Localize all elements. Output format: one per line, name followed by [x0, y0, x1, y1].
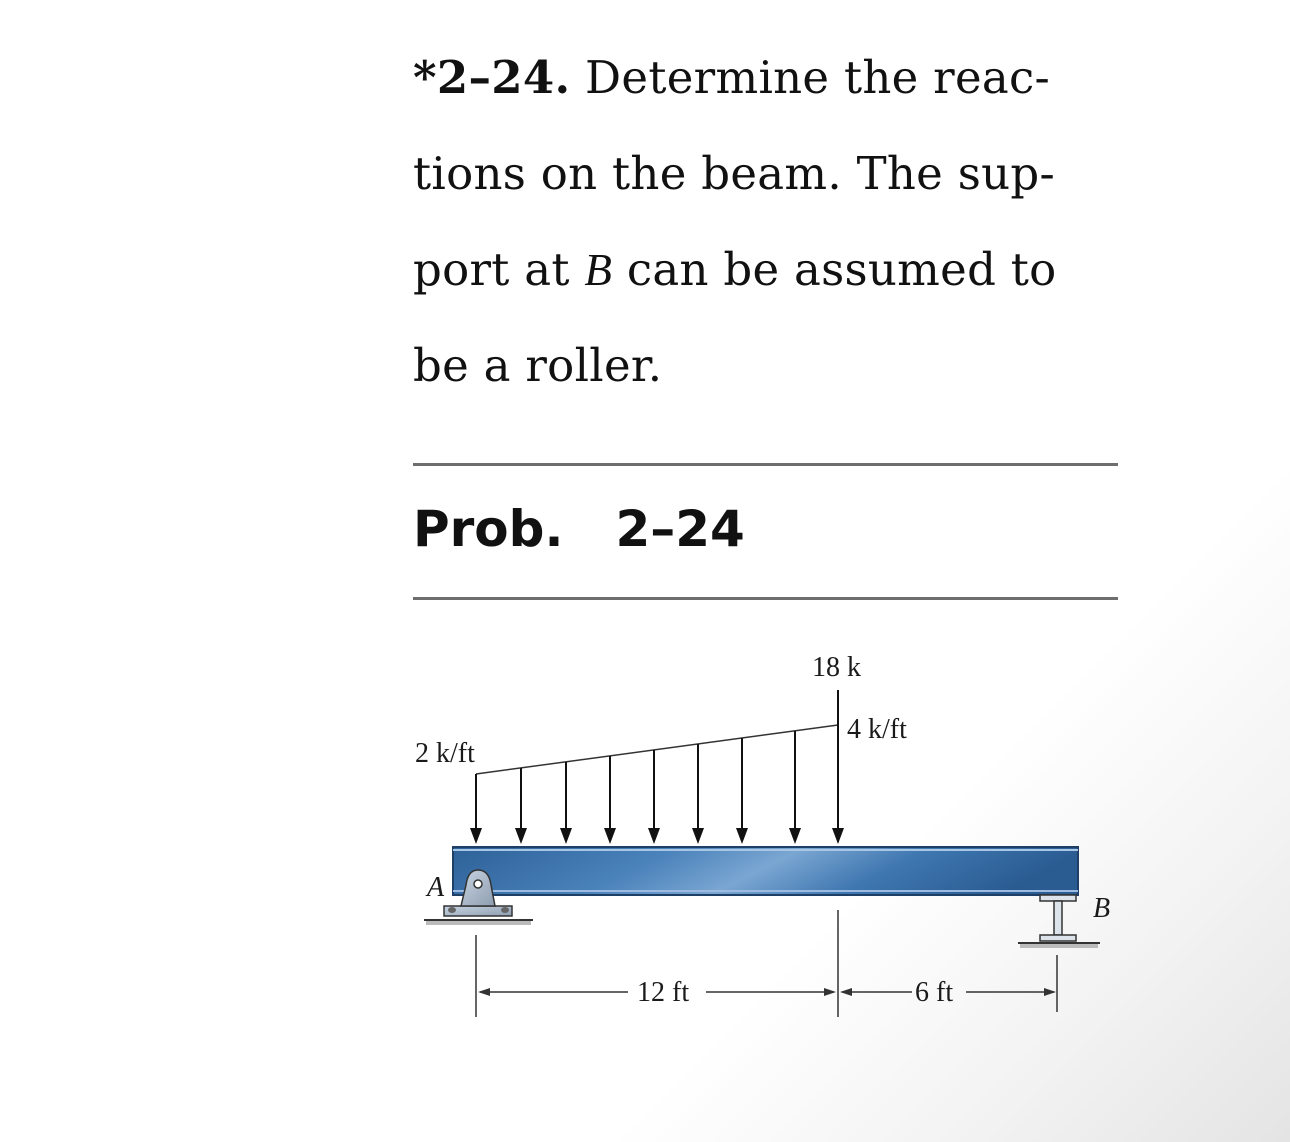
roller-support-b: [1018, 895, 1100, 948]
caption-prefix: Prob.: [413, 500, 564, 558]
load-arrow: [604, 756, 616, 844]
problem-line-4: be a roller.: [413, 339, 663, 392]
load-arrow: [560, 762, 572, 844]
dimension-right-label: 6 ft: [915, 977, 954, 1008]
caption-number: 2–24: [615, 500, 745, 558]
load-arrow: [515, 768, 527, 844]
load-arrow: [648, 750, 660, 844]
load-arrow: [736, 738, 748, 844]
dimension-lines: [476, 910, 1057, 1017]
load-arrow: [832, 828, 844, 844]
load-arrow: [692, 744, 704, 844]
support-b-label: B: [1093, 893, 1111, 924]
point-load-label: 18 k: [812, 652, 861, 683]
beam: [453, 847, 1078, 895]
load-right-label: 4 k/ft: [847, 714, 907, 745]
problem-number: *2–24.: [413, 51, 571, 104]
dimension-left-label: 12 ft: [637, 977, 690, 1008]
problem-var-b: B: [584, 245, 613, 295]
load-arrows: [470, 731, 844, 844]
support-a-label: A: [427, 872, 445, 903]
problem-line-3-pre: port at: [413, 243, 585, 296]
load-left-label: 2 k/ft: [415, 738, 475, 769]
load-arrow: [470, 774, 482, 844]
load-arrow: [789, 731, 801, 844]
problem-line-1-text: Determine the reac-: [570, 51, 1051, 104]
load-envelope-line: [476, 725, 838, 774]
problem-line-3-post: can be assumed to: [612, 243, 1057, 296]
problem-line-2: tions on the beam. The sup-: [413, 147, 1055, 200]
